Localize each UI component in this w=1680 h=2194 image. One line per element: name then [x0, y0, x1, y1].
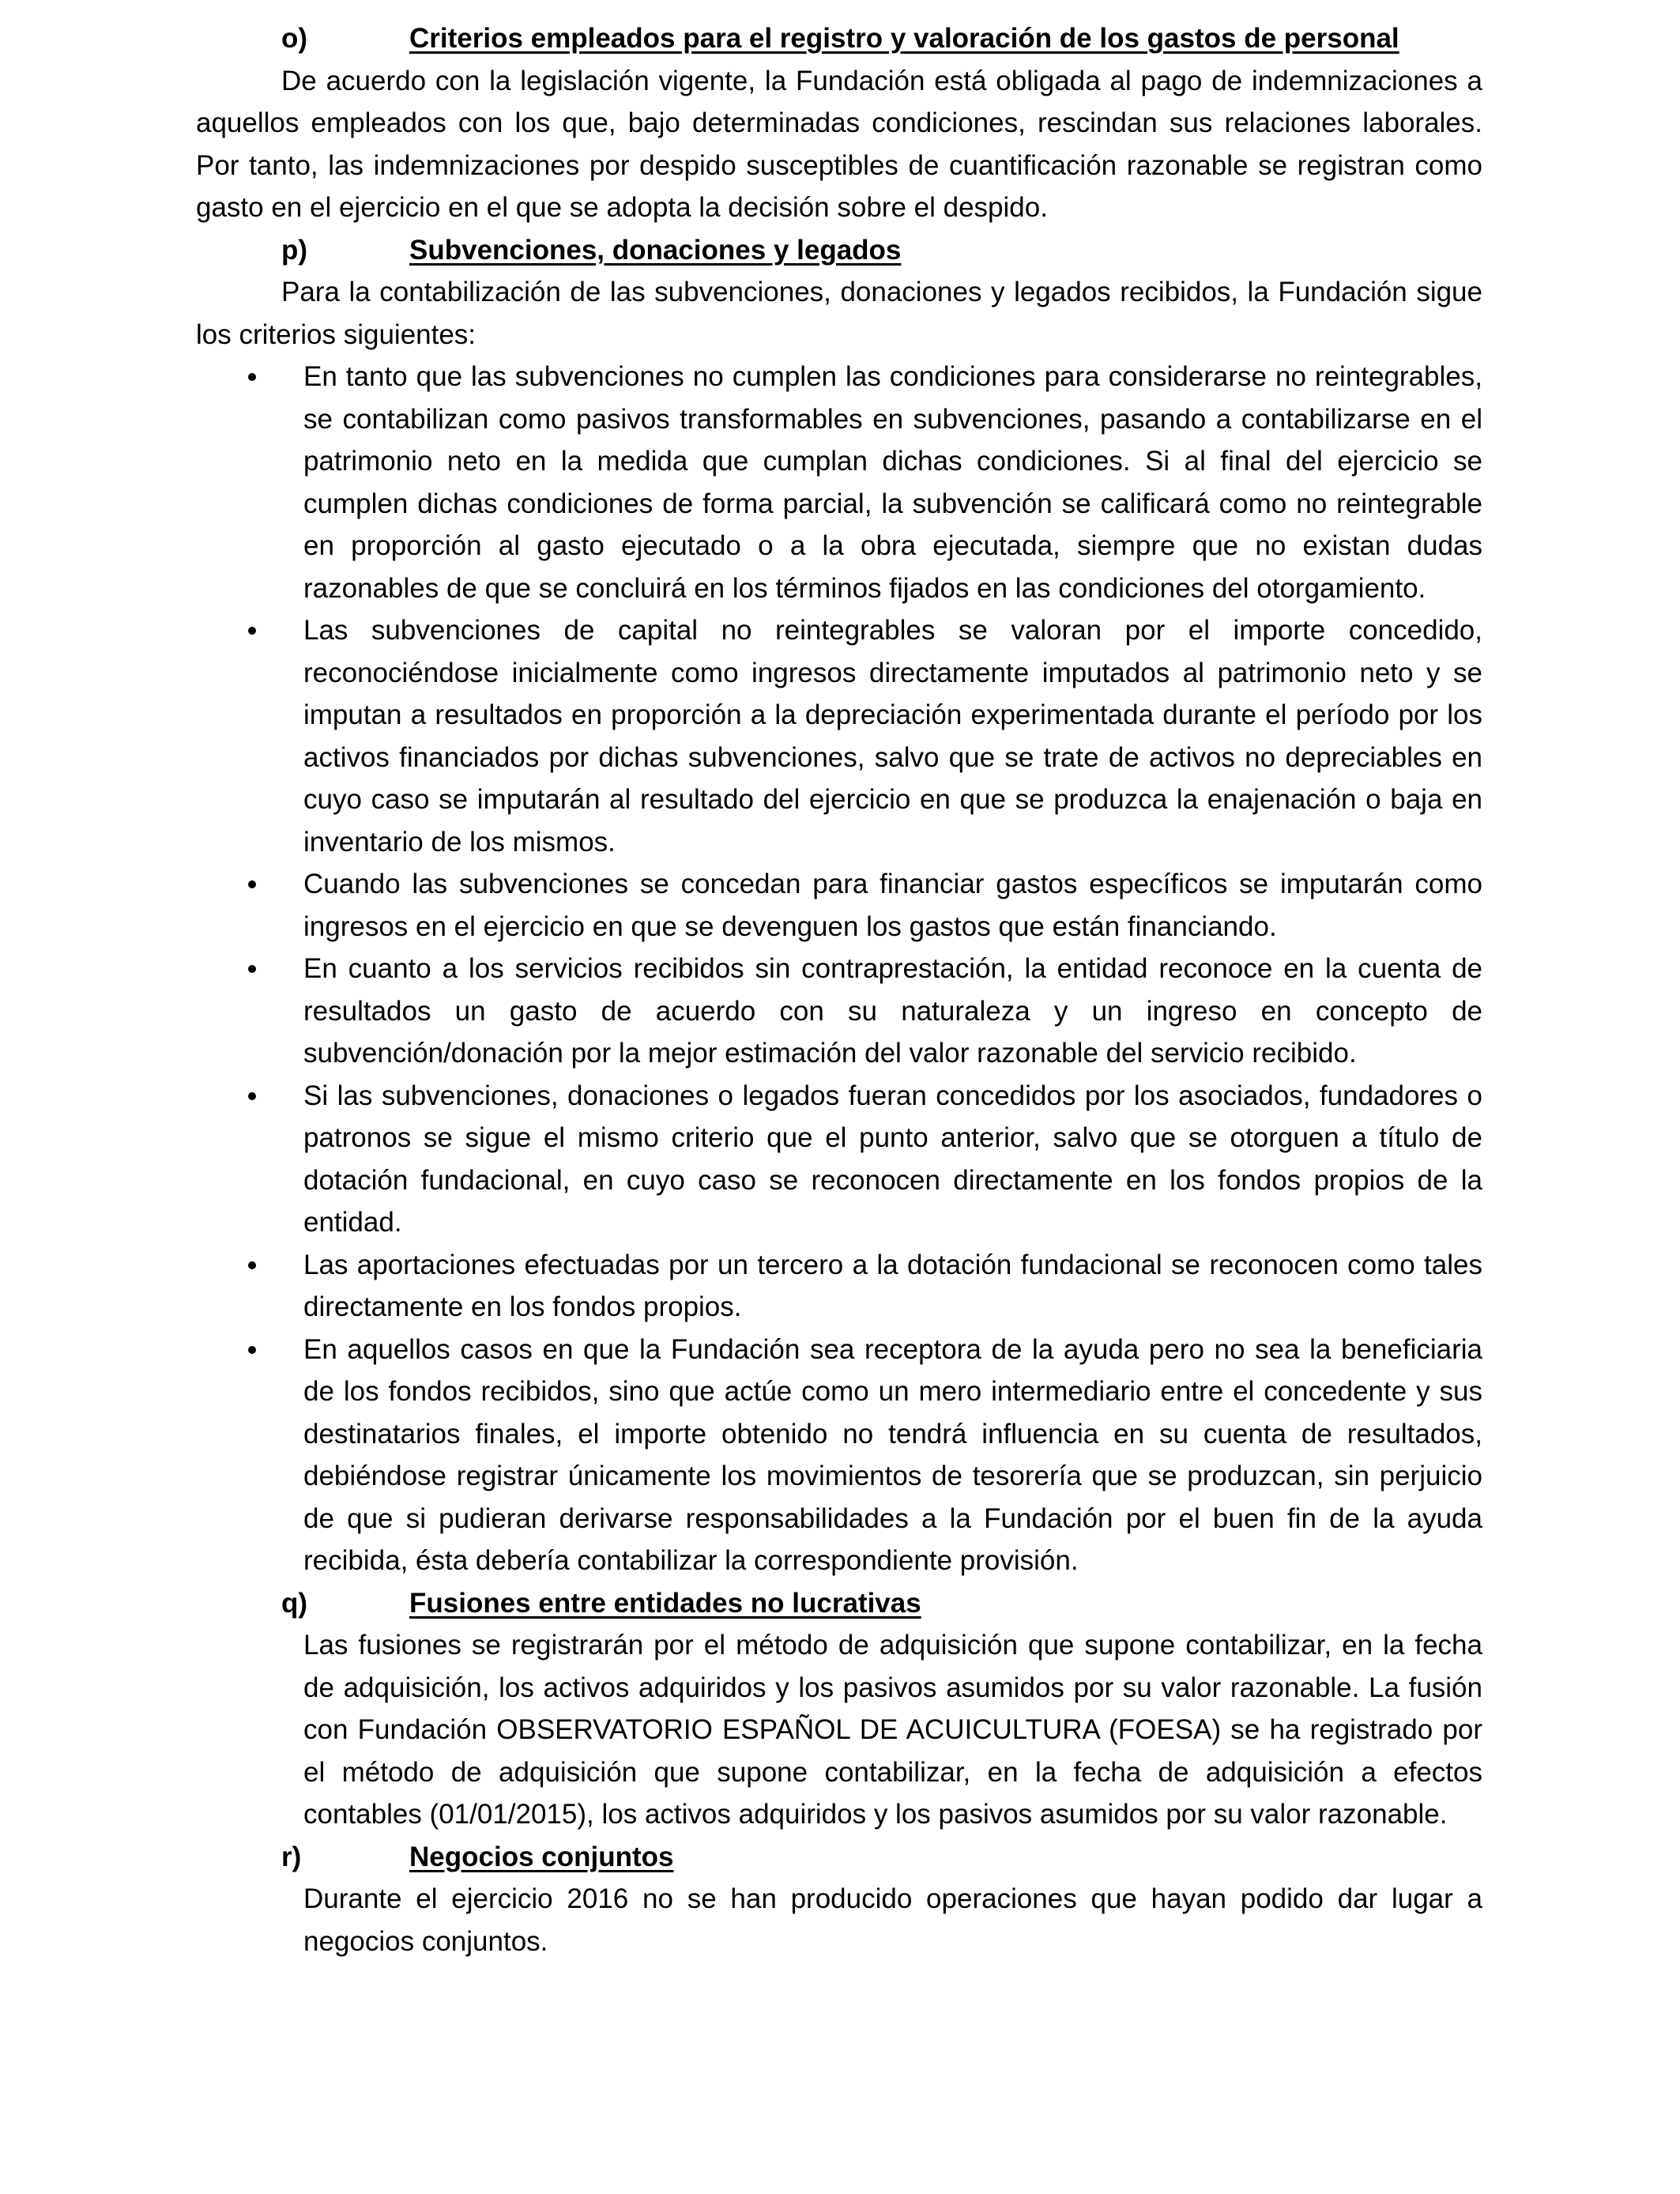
- bullet-item: [196, 609, 1482, 863]
- bullet-icon: [248, 373, 256, 381]
- bullet-item: [196, 356, 1482, 609]
- section-title: Fusiones entre entidades no lucrativas: [409, 1587, 921, 1619]
- section-heading-q: [196, 1582, 1482, 1625]
- section-letter: q): [281, 1587, 308, 1619]
- bullet-icon: [248, 1092, 256, 1100]
- bullet-text: Cuando las subvenciones se concedan para financiar gastos específicos se imputarán como ingresos en el ejercicio en que se devenguen los gastos que están financiando.: [303, 869, 1482, 942]
- document-page: [196, 17, 1482, 1962]
- section-title: Negocios conjuntos: [409, 1841, 674, 1872]
- bullet-icon: [248, 965, 256, 973]
- bullet-item: [196, 1244, 1482, 1329]
- bullet-item: [196, 863, 1482, 948]
- section-title: Subvenciones, donaciones y legados: [409, 234, 902, 266]
- section-paragraph: De acuerdo con la legislación vigente, la Fundación está obligada al pago de indemnizaciones a aquellos empleados con los que, bajo determinadas condiciones, rescindan sus relaciones laborales. Por tanto, las indemnizaciones por despido susceptibles de cuantificación razonable se registran como gasto en el ejercicio en el que se adopta la decisión sobre el despido.: [196, 65, 1482, 223]
- bullet-text: En tanto que las subvenciones no cumplen las condiciones para considerarse no reintegrables, se contabilizan como pasivos transformables en subvenciones, pasando a contabilizarse en el patrimonio neto en la medida que cumplan dichas condiciones. Si al final del ejercicio se cumplen dichas condiciones de forma parcial, la subvención se calificará como no reintegrable en proporción al gasto ejecutado o a la obra ejecutada, siempre que no existan dudas razonables de que se concluirá en los términos fijados en las condiciones del otorgamiento.: [303, 361, 1482, 604]
- bullet-icon: [248, 627, 256, 635]
- section-heading-o: [196, 17, 1482, 60]
- bullet-text: Las aportaciones efectuadas por un tercero a la dotación fundacional se reconocen como tales directamente en los fondos propios.: [303, 1249, 1482, 1322]
- bullet-icon: [248, 880, 256, 888]
- section-paragraph: Para la contabilización de las subvenciones, donaciones y legados recibidos, la Fundación sigue los criterios siguientes:: [196, 277, 1482, 350]
- section-heading-p: [196, 229, 1482, 272]
- bullet-text: En cuanto a los servicios recibidos sin contraprestación, la entidad reconoce en la cuenta de resultados un gasto de acuerdo con su naturaleza y un ingreso en concepto de subvención/donación por la mejor estimación del valor razonable del servicio recibido.: [303, 953, 1482, 1069]
- bullet-text: Las subvenciones de capital no reintegrables se valoran por el importe concedido, reconociéndose inicialmente como ingresos directamente imputados al patrimonio neto y se imputan a resultados en proporción a la depreciación experimentada durante el período por los activos financiados por dichas subvenciones, salvo que se trate de activos no depreciables en cuyo caso se imputarán al resultado del ejercicio en que se produzca la enajenación o baja en inventario de los mismos.: [303, 615, 1482, 858]
- bullet-list: [196, 356, 1482, 1582]
- bullet-item: [196, 1075, 1482, 1244]
- section-title: Criterios empleados para el registro y valoración de los gastos de personal: [409, 23, 1399, 54]
- section-paragraph: Las fusiones se registrarán por el método de adquisición que supone contabilizar, en la fecha de adquisición, los activos adquiridos y los pasivos asumidos por su valor razonable. La fusión con Fundación OBSERVATORIO ESPAÑOL DE ACUICULTURA (FOESA) se ha registrado por el método de adquisición que supone contabilizar, en la fecha de adquisición a efectos contables (01/01/2015), los activos adquiridos y los pasivos asumidos por su valor razonable.: [303, 1630, 1482, 1830]
- bullet-item: [196, 1329, 1482, 1582]
- section-letter: p): [281, 234, 308, 266]
- bullet-item: [196, 948, 1482, 1075]
- section-paragraph: Durante el ejercicio 2016 no se han producido operaciones que hayan podido dar lugar a negocios conjuntos.: [303, 1883, 1482, 1957]
- bullet-icon: [248, 1346, 256, 1354]
- bullet-icon: [248, 1261, 256, 1269]
- section-heading-r: [196, 1836, 1482, 1879]
- bullet-text: Si las subvenciones, donaciones o legados fueran concedidos por los asociados, fundadores o patronos se sigue el mismo criterio que el punto anterior, salvo que se otorguen a título de dotación fundacional, en cuyo caso se reconocen directamente en los fondos propios de la entidad.: [303, 1080, 1482, 1238]
- section-letter: r): [281, 1841, 302, 1872]
- section-letter: o): [281, 23, 308, 54]
- bullet-text: En aquellos casos en que la Fundación sea receptora de la ayuda pero no sea la beneficiaria de los fondos recibidos, sino que actúe como un mero intermediario entre el concedente y sus destinatarios finales, el importe obtenido no tendrá influencia en su cuenta de resultados, debiéndose registrar únicamente los movimientos de tesorería que se produzcan, sin perjuicio de que si pudieran derivarse responsabilidades a la Fundación por el buen fin de la ayuda recibida, ésta debería contabilizar la correspondiente provisión.: [303, 1333, 1482, 1576]
